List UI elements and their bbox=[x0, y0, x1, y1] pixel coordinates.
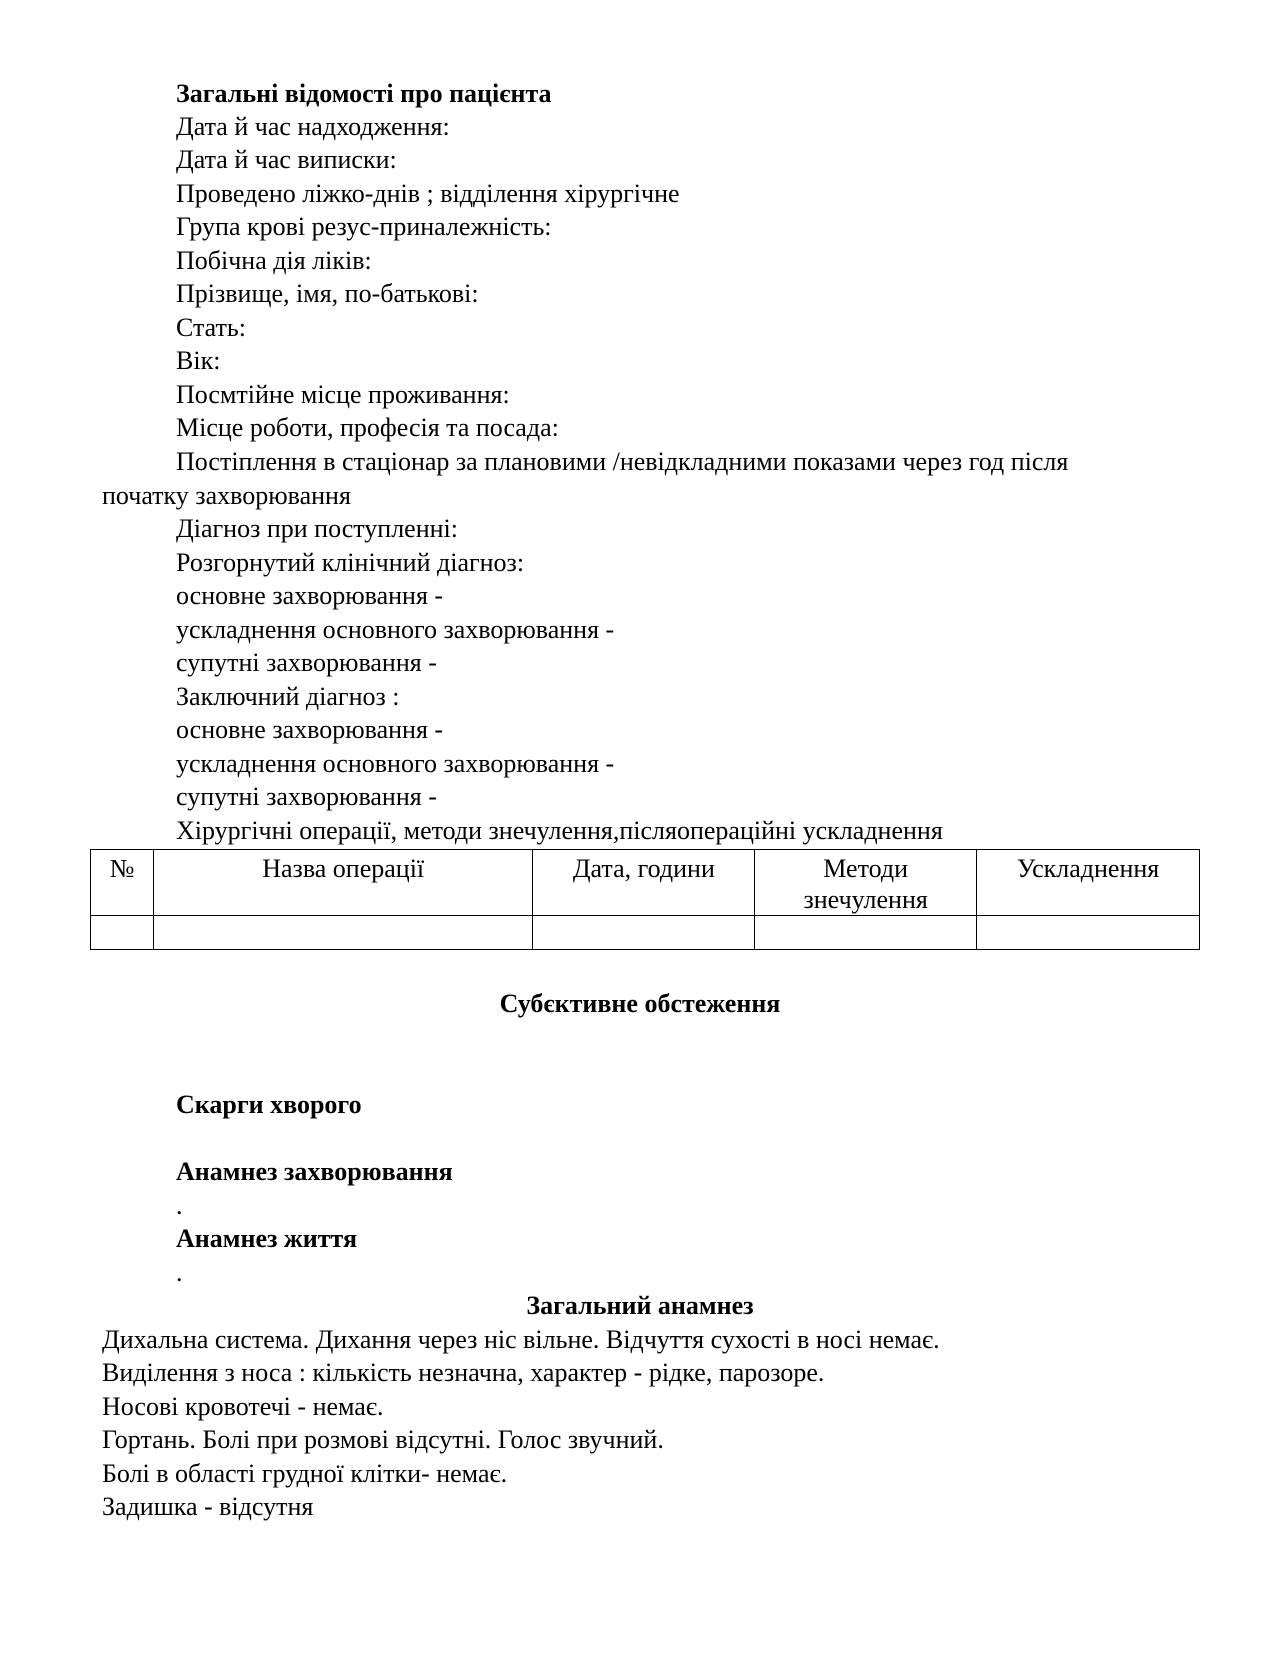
final-concomitant: супутні захворювання - bbox=[176, 782, 437, 811]
admission-circumstances-cont: початку захворювання bbox=[102, 481, 351, 510]
workplace: Місце роботи, професія та посада: bbox=[176, 413, 559, 442]
table-cell bbox=[533, 916, 755, 950]
table-cell bbox=[91, 916, 154, 950]
patient-name: Прізвище, імя, по-батькові: bbox=[176, 279, 479, 308]
main-disease-complications: ускладнення основного захворювання - bbox=[176, 615, 615, 644]
table-row bbox=[91, 916, 1200, 950]
disease-history-text: . bbox=[176, 1191, 183, 1220]
col-date-header: Дата, години bbox=[533, 850, 755, 916]
complaints-heading: Скарги хворого bbox=[176, 1090, 362, 1119]
surgical-operations-caption: Хірургічні операції, методи знечулення,післяопераційні ускладнення bbox=[176, 816, 943, 845]
residence: Посмтійне місце проживання: bbox=[176, 380, 510, 409]
admission-datetime: Дата й час надходження: bbox=[176, 112, 450, 141]
table-cell bbox=[755, 916, 977, 950]
operations-table bbox=[90, 849, 1200, 950]
life-history-text: . bbox=[176, 1258, 183, 1287]
clinical-diagnosis: Розгорнутий клінічний діагноз: bbox=[176, 548, 525, 577]
disease-history-heading: Анамнез захворювання bbox=[176, 1157, 453, 1186]
final-main-disease: основне захворювання - bbox=[176, 715, 444, 744]
blood-group: Група крові резус-приналежність: bbox=[176, 212, 552, 241]
subjective-exam-title: Субєктивне обстеження bbox=[499, 989, 781, 1018]
drug-side-effects: Побічна дія ліків: bbox=[176, 246, 372, 275]
col-anesthesia-header: Методи знечулення bbox=[755, 850, 977, 916]
patient-age: Вік: bbox=[176, 346, 221, 375]
admission-circumstances: Постіплення в стаціонар за плановими /невідкладними показами через год після bbox=[176, 447, 1069, 476]
table-cell bbox=[977, 916, 1200, 950]
col-number-header: № bbox=[91, 850, 154, 916]
table-header-row bbox=[91, 850, 1200, 916]
concomitant-diseases: супутні захворювання - bbox=[176, 648, 437, 677]
admission-diagnosis: Діагноз при поступленні: bbox=[176, 514, 459, 543]
main-disease: основне захворювання - bbox=[176, 581, 444, 610]
life-history-heading: Анамнез життя bbox=[176, 1224, 358, 1253]
anamnesis-line: Задишка - відсутня bbox=[102, 1492, 314, 1521]
final-diagnosis: Заключний діагноз : bbox=[176, 682, 400, 711]
general-info-heading: Загальні відомості про пацієнта bbox=[176, 79, 552, 108]
anamnesis-line: Гортань. Болі при розмові відсутні. Голос звучний. bbox=[102, 1425, 664, 1454]
col-complications-header: Ускладнення bbox=[977, 850, 1200, 916]
anamnesis-line: Дихальна система. Дихання через ніс вільне. Відчуття сухості в носі немає. bbox=[102, 1325, 940, 1354]
final-complications: ускладнення основного захворювання - bbox=[176, 749, 615, 778]
table-cell bbox=[153, 916, 533, 950]
anamnesis-line: Носові кровотечі - немає. bbox=[102, 1392, 384, 1421]
anamnesis-line: Виділення з носа : кількість незначна, характер - рідке, парозоре. bbox=[102, 1358, 825, 1387]
anamnesis-line: Болі в області грудної клітки- немає. bbox=[102, 1459, 508, 1488]
bed-days-department: Проведено ліжко-днів ; відділення хірургічне bbox=[176, 179, 680, 208]
patient-sex: Стать: bbox=[176, 313, 246, 342]
general-anamnesis-title: Загальний анамнез bbox=[526, 1291, 754, 1320]
discharge-datetime: Дата й час виписки: bbox=[176, 145, 397, 174]
col-operation-name-header: Назва операції bbox=[153, 850, 533, 916]
